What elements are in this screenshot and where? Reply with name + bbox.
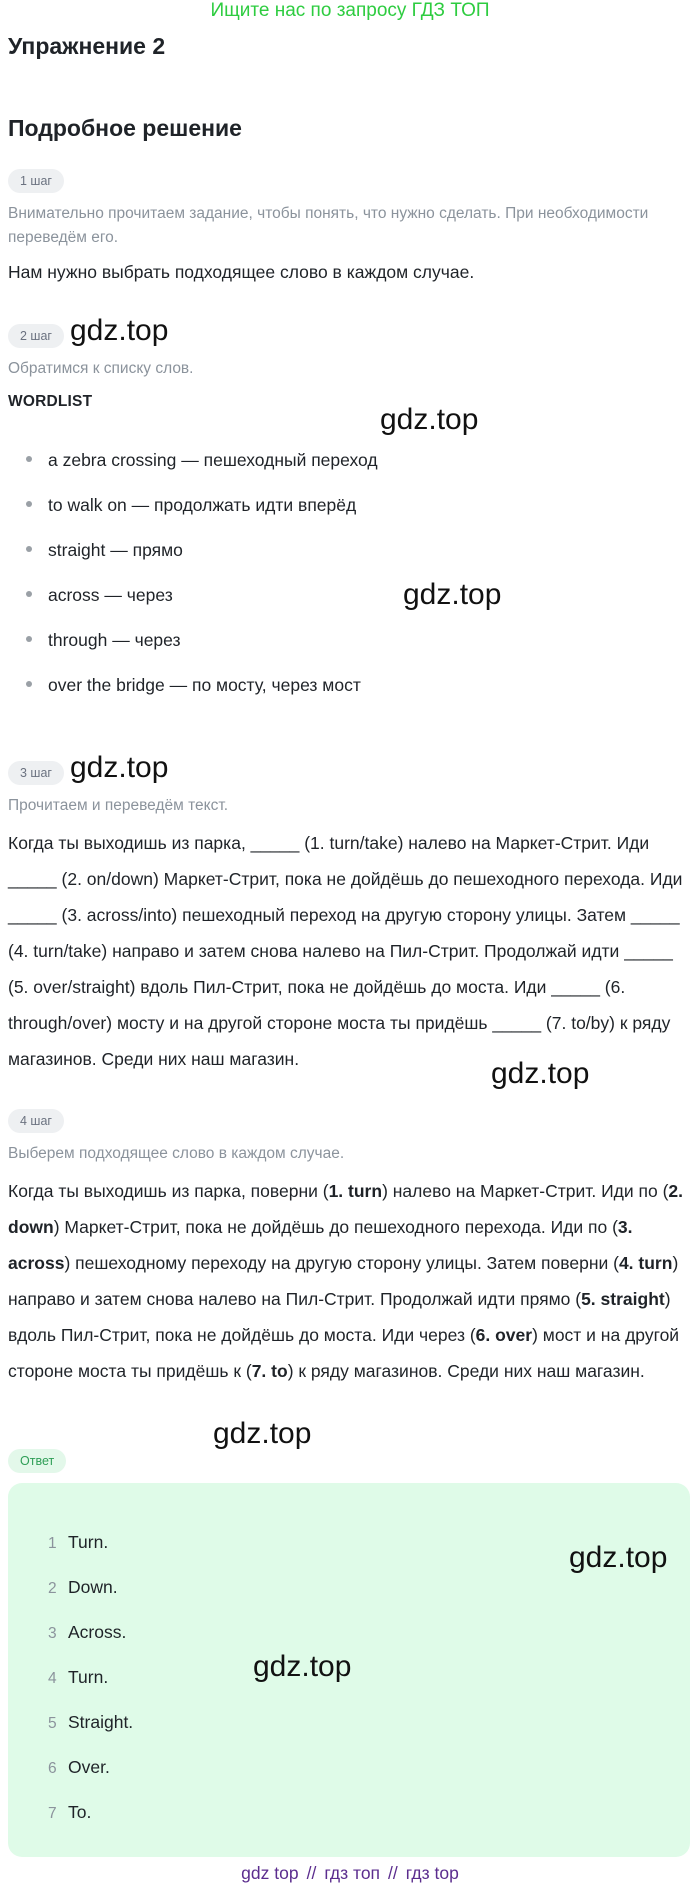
step-4-text: Когда ты выходишь из парка, поверни (1. turn) налево на Маркет-Стрит. Иди по (2. down) Маркет-Стрит, пока не дойдёшь до пешеходного перехода. Иди по (3. across) пешеходному переходу на другую сторону улицы. Затем поверни (4. turn) направо и затем снова налево на Пил-Стрит. Продолжай идти прямо (5. straight) вдоль Пил-Стрит, пока не дойдёшь до моста. Иди через (6. over) мост и на другой стороне моста ты придёшь к (7. to) к ряду магазинов. Среди них наш магазин. (8, 1181, 684, 1381)
answer-item: 4 Turn. (48, 1667, 109, 1687)
wordlist-item: through — через (26, 628, 181, 652)
footer-links (0, 1862, 700, 1884)
answer-item: 2 Down. (48, 1577, 118, 1597)
bullet-icon (26, 456, 32, 462)
footer-separator: // (306, 1863, 317, 1883)
bullet-icon (26, 546, 32, 552)
answer-item: 6 Over. (48, 1757, 110, 1777)
step-2-badge: 2 шаг (8, 324, 64, 348)
step-3-text: Когда ты выходишь из парка, _____ (1. turn/take) налево на Маркет-Стрит. Иди _____ (2. on/down) Маркет-Стрит, пока не дойдёшь до пешеходного перехода. Иди _____ (3. across/into) пешеходный переход на другую сторону улицы. Затем _____ (4. turn/take) направо и затем снова налево на Пил-Стрит. Продолжай идти _____ (5. over/straight) вдоль Пил-Стрит, пока не дойдёшь до моста. Иди _____ (6. through/over) мосту и на другой стороне моста ты придёшь _____ (7. to/by) к ряду магазинов. Среди них наш магазин. (8, 833, 683, 1069)
step-1-badge: 1 шаг (8, 169, 64, 193)
watermark: gdz.top (569, 1541, 668, 1574)
step-4-badge: 4 шаг (8, 1109, 64, 1133)
wordlist-item: to walk on — продолжать идти вперёд (26, 493, 356, 517)
wordlist-item: across — через (26, 583, 173, 607)
answer-item: 7 To. (48, 1802, 92, 1822)
bullet-icon (26, 501, 32, 507)
page-title: Упражнение 2 (8, 33, 166, 59)
answer-item: 1 Turn. (48, 1532, 109, 1552)
watermark: gdz.top (213, 1417, 312, 1450)
watermark: gdz.top (380, 403, 479, 436)
bullet-icon (26, 681, 32, 687)
step-3-hint: Прочитаем и переведём текст. (8, 797, 229, 814)
step-4-hint: Выберем подходящее слово в каждом случае. (8, 1145, 345, 1162)
answer-item: 5 Straight. (48, 1712, 134, 1732)
footer-separator: // (388, 1863, 398, 1883)
step-1-text: Нам нужно выбрать подходящее слово в каждом случае. (8, 262, 475, 282)
footer-link-gdz-top-ru[interactable]: гдз топ (324, 1863, 381, 1883)
wordlist-item: a zebra crossing — пешеходный переход (26, 448, 378, 472)
step-1-hint: Внимательно прочитаем задание, чтобы понять, что нужно сделать. При необходимости переведём его. (8, 205, 649, 246)
watermark: gdz.top (70, 314, 169, 347)
answer-item: 3 Across. (48, 1622, 127, 1642)
wordlist-item: over the bridge — по мосту, через мост (26, 673, 361, 697)
bullet-icon (26, 636, 32, 642)
step-2-hint: Обратимся к списку слов. (8, 360, 194, 377)
watermark: gdz.top (491, 1057, 590, 1090)
answer-badge: Ответ (8, 1449, 66, 1473)
wordlist-heading: WORDLIST (8, 393, 93, 410)
wordlist-item: straight — прямо (26, 538, 183, 562)
solution-heading: Подробное решение (8, 115, 242, 141)
watermark: gdz.top (70, 751, 169, 784)
step-3-badge: 3 шаг (8, 761, 64, 785)
footer-link-gdz-top[interactable]: gdz top (241, 1863, 299, 1883)
footer-link-gdz-top-mixed[interactable]: гдз top (405, 1863, 459, 1883)
watermark: gdz.top (403, 578, 502, 611)
bullet-icon (26, 591, 32, 597)
search-banner: Ищите нас по запросу ГДЗ ТОП (210, 0, 490, 21)
watermark: gdz.top (253, 1650, 352, 1683)
